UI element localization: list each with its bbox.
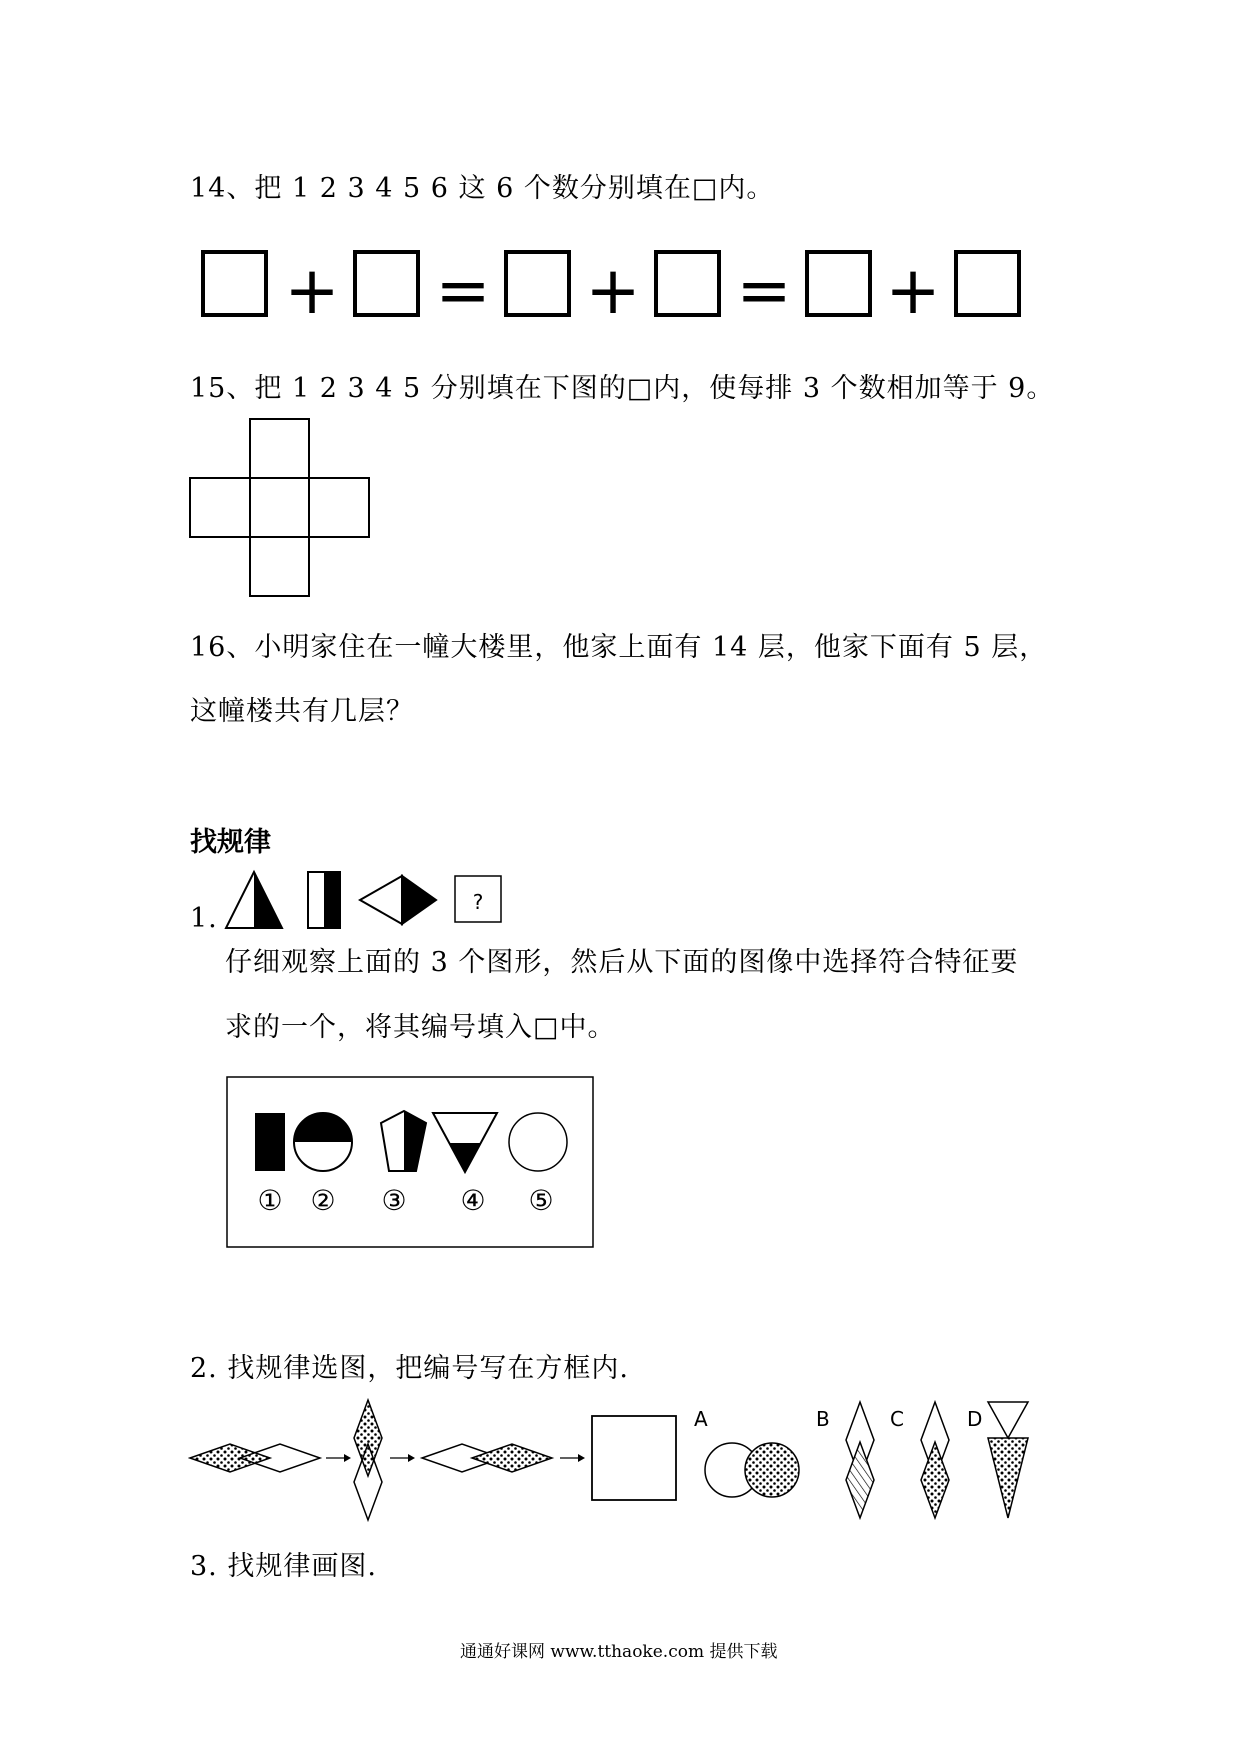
option-4-label[interactable]: ④	[460, 1184, 486, 1217]
arrow-icon	[578, 1454, 585, 1462]
option-1-shape	[255, 1113, 285, 1171]
operator-3: +	[585, 252, 641, 329]
footer-credit: 通通好课网 www.tthaoke.com 提供下载	[460, 1642, 778, 1662]
choice-b-label[interactable]: B	[816, 1407, 830, 1431]
pattern-2-text: 2. 找规律选图，把编号写在方框内.	[190, 1353, 629, 1384]
cross-cell-left[interactable]	[190, 478, 250, 537]
answer-box-1[interactable]	[203, 252, 266, 315]
pattern-1-number: 1.	[190, 903, 218, 934]
sequence-3-dotted-rhombus	[472, 1444, 552, 1472]
q14-equation	[190, 238, 1050, 330]
choice-a-dotted-circle	[745, 1443, 799, 1497]
option-3-label[interactable]: ③	[381, 1184, 407, 1217]
choice-a-label[interactable]: A	[694, 1407, 708, 1431]
operator-4: =	[736, 252, 792, 329]
option-1-label[interactable]: ①	[257, 1184, 283, 1217]
option-5-shape	[509, 1113, 567, 1171]
pattern-2-figure	[188, 1394, 1058, 1526]
answer-box-4[interactable]	[656, 252, 719, 315]
cross-cell-center[interactable]	[250, 478, 309, 537]
operator-2: =	[435, 252, 491, 329]
choice-d-label[interactable]: D	[967, 1407, 983, 1431]
answer-box-2[interactable]	[355, 252, 418, 315]
question-mark: ?	[472, 890, 484, 914]
choice-d-dotted-triangle	[988, 1438, 1028, 1518]
pattern-1-instruction-line2: 求的一个，将其编号填入□中。	[225, 1012, 616, 1043]
operator-1: +	[284, 252, 340, 329]
question-15-text: 15、把 1 2 3 4 5 分别填在下图的□内，使每排 3 个数相加等于 9。	[190, 373, 1055, 404]
question-16-line1: 16、小明家住在一幢大楼里，他家上面有 14 层，他家下面有 5 层，	[190, 632, 1048, 663]
cross-cell-bottom[interactable]	[250, 537, 309, 596]
question-16-line2: 这幢楼共有几层？	[190, 696, 414, 727]
choice-d-empty-triangle	[988, 1402, 1028, 1438]
cross-cell-right[interactable]	[309, 478, 369, 537]
pattern-1-sequence	[224, 868, 514, 932]
answer-box-5[interactable]	[807, 252, 870, 315]
sequence-2-dotted-rhombus	[354, 1400, 382, 1476]
choice-c-label[interactable]: C	[890, 1407, 904, 1431]
answer-square[interactable]	[592, 1416, 676, 1500]
pattern-3-text: 3. 找规律画图.	[190, 1551, 377, 1582]
half-black-rhombus	[360, 876, 402, 924]
cross-cell-top[interactable]	[250, 419, 309, 478]
pattern-1-instruction-line1: 仔细观察上面的 3 个图形，然后从下面的图像中选择符合特征要	[225, 947, 1019, 978]
option-2-label[interactable]: ②	[310, 1184, 336, 1217]
section-heading: 找规律	[190, 827, 271, 858]
pattern-1-options-box	[226, 1076, 596, 1250]
option-5-label[interactable]: ⑤	[528, 1184, 554, 1217]
sequence-1-dotted-rhombus	[190, 1444, 270, 1472]
arrow-icon	[344, 1454, 351, 1462]
operator-5: +	[885, 252, 941, 329]
answer-box-3[interactable]	[506, 252, 569, 315]
answer-box-6[interactable]	[956, 252, 1019, 315]
question-14-text: 14、把 1 2 3 4 5 6 这 6 个数分别填在□内。	[190, 173, 775, 204]
arrow-icon	[408, 1454, 415, 1462]
cross-grid	[188, 417, 374, 600]
